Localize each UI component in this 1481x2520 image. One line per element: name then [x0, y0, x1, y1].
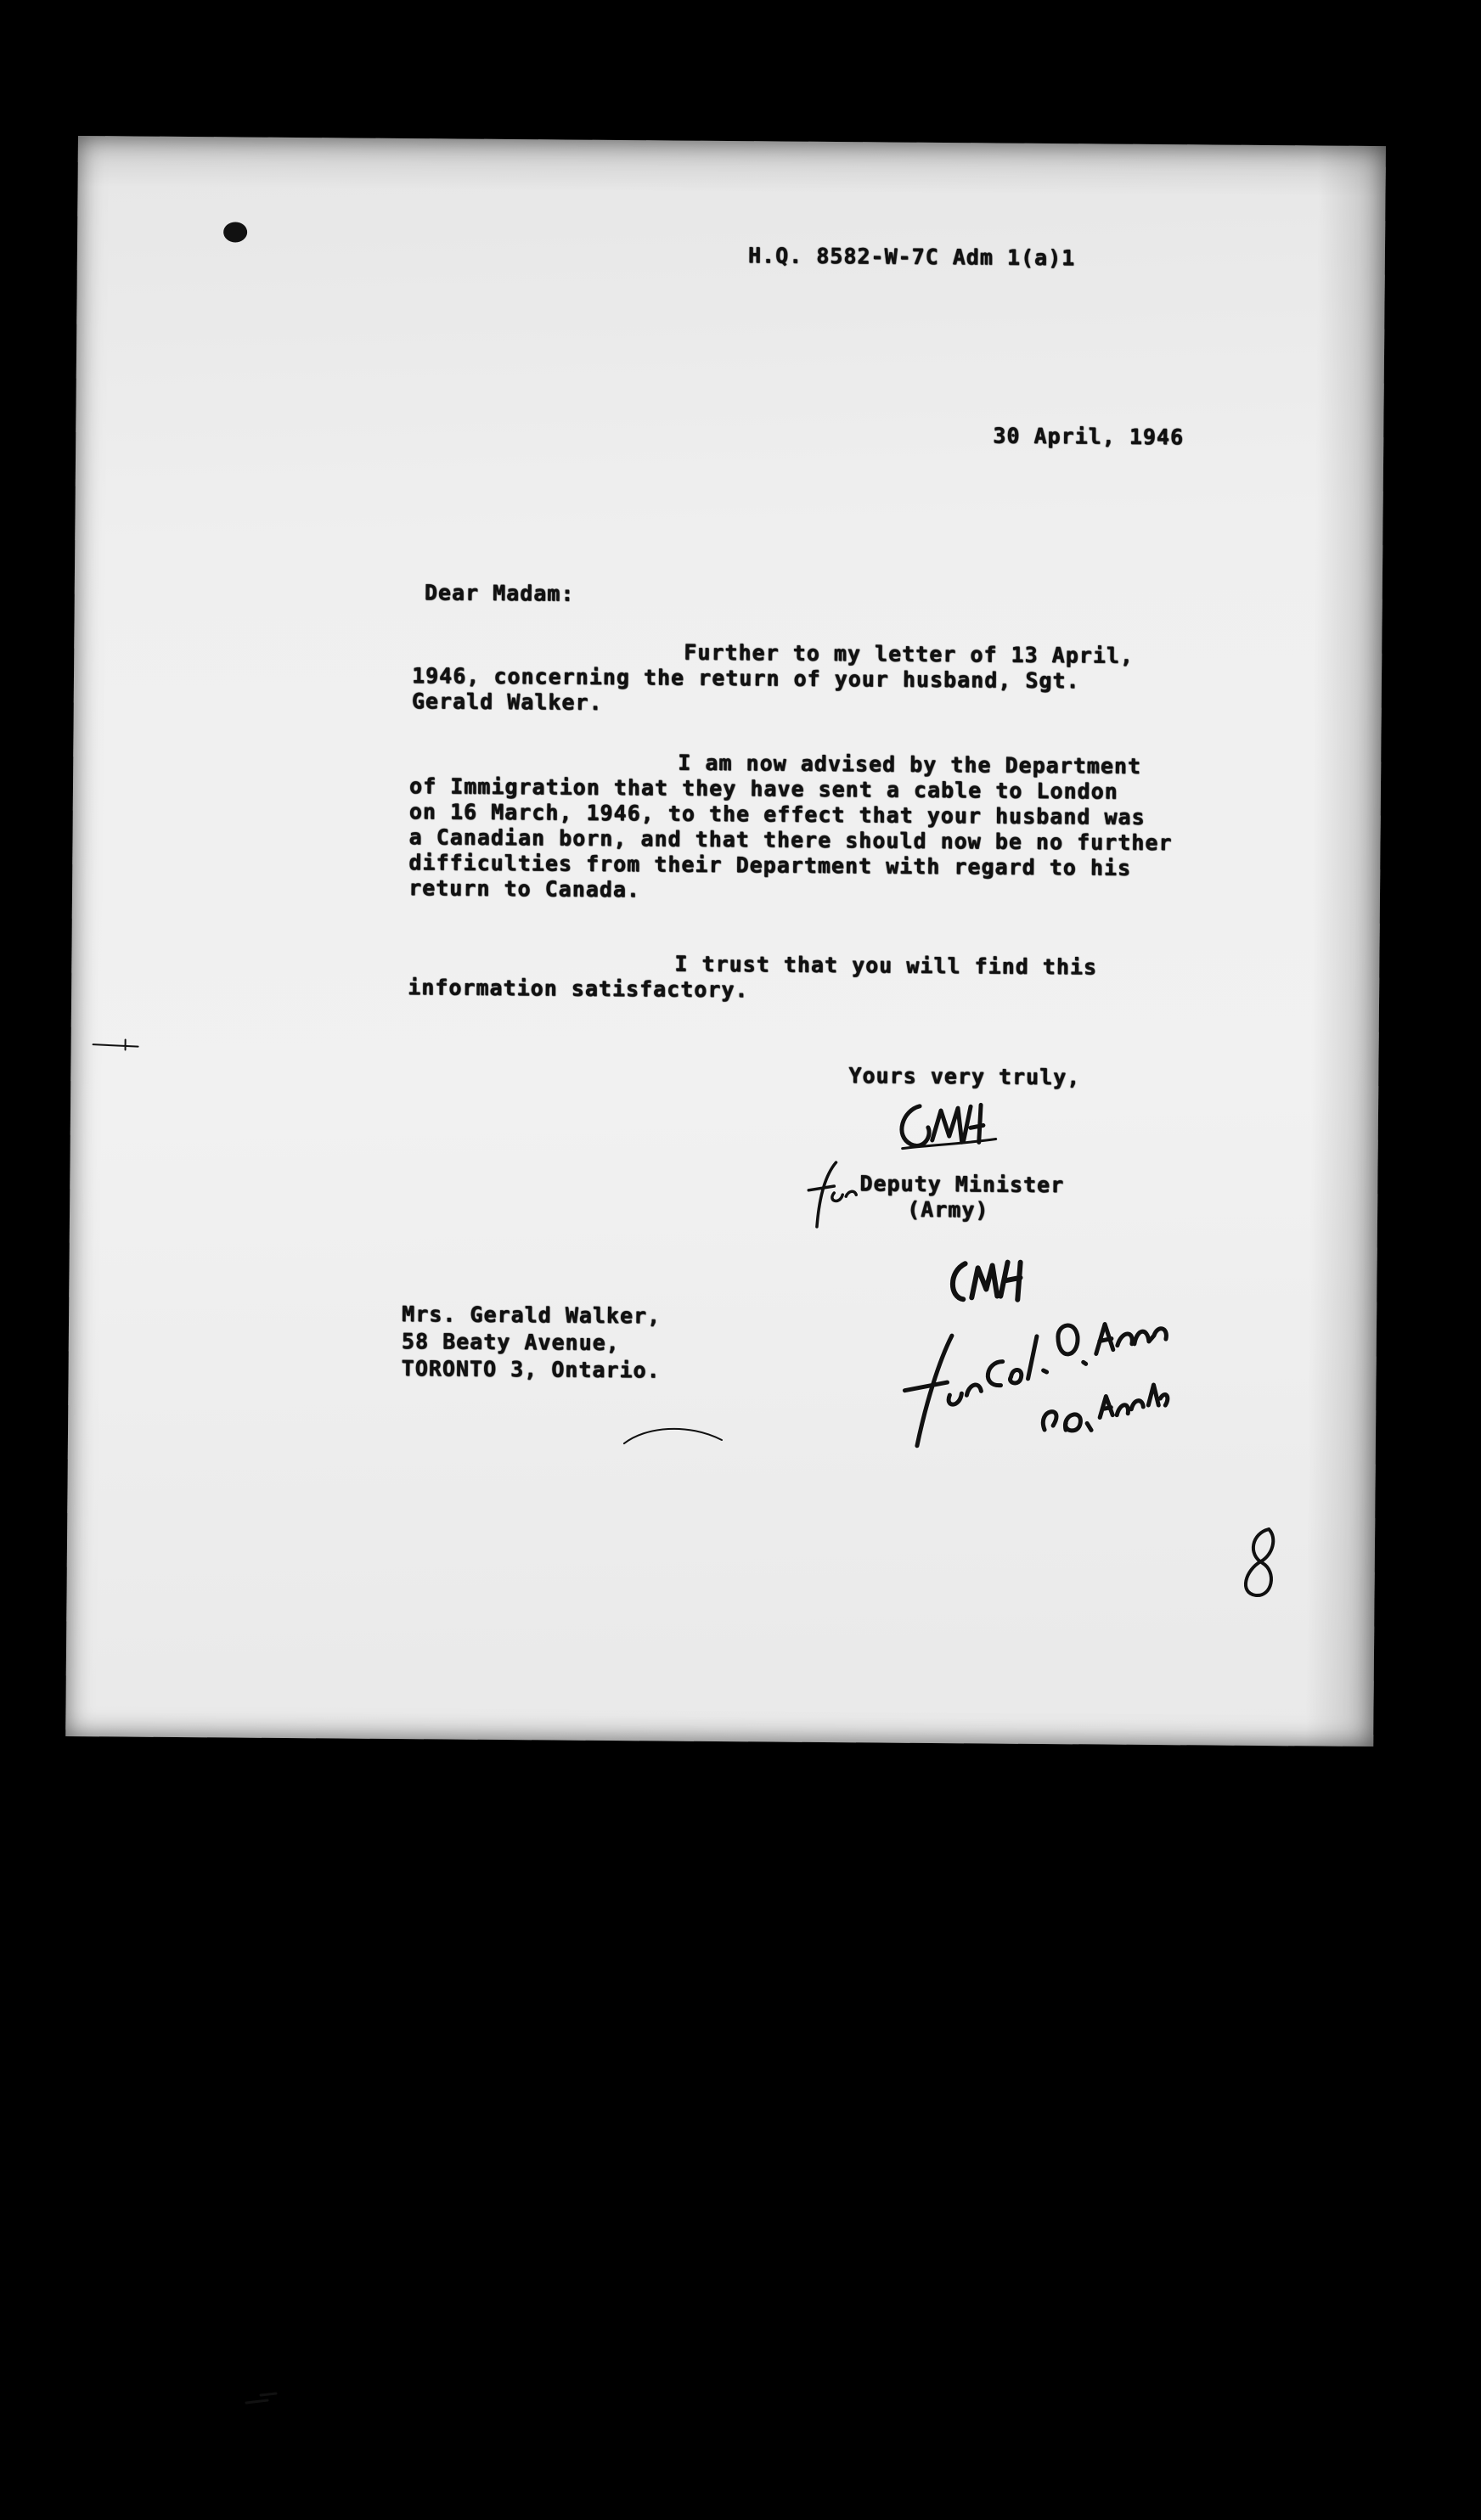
recipient-city: TORONTO 3, Ontario.: [401, 1356, 661, 1383]
paragraph-2-line-4: a Canadian born, and that there should now be no further: [408, 824, 1173, 856]
handwritten-for-mark: [802, 1152, 862, 1229]
paragraph-1-line-3: Gerald Walker.: [411, 689, 603, 715]
signature-title-line-2: (Army): [906, 1196, 989, 1223]
salutation: Dear Madam:: [424, 580, 575, 606]
handwritten-page-number: [1230, 1521, 1290, 1606]
file-reference: H.Q. 8582-W-7C Adm 1(a)1: [747, 243, 1076, 271]
paragraph-2-line-6: return to Canada.: [408, 875, 641, 903]
paragraph-3-line-2: information satisfactory.: [408, 975, 749, 1003]
letter-page: [65, 136, 1386, 1747]
recipient-name: Mrs. Gerald Walker,: [402, 1302, 662, 1329]
paragraph-2-line-3: on 16 March, 1946, to the effect that your husband was: [408, 799, 1146, 830]
ink-blot: [223, 222, 247, 242]
dust-speck: [242, 2390, 284, 2416]
handwritten-signature: [886, 1089, 1005, 1167]
paragraph-3-first-line: I trust that you will find this: [674, 951, 1098, 980]
paragraph-2-line-5: difficulties from their Department with regard to his: [408, 850, 1132, 880]
paragraph-2-first-line: I am now advised by the Department: [678, 750, 1142, 779]
letter-date: 30 April, 1946: [993, 423, 1185, 450]
closing: Yours very truly,: [848, 1063, 1081, 1090]
recipient-street: 58 Beaty Avenue,: [401, 1329, 620, 1356]
signature-title-line-1: Deputy Minister: [859, 1171, 1065, 1198]
fold-mark: [620, 1418, 756, 1461]
paragraph-1-first-line: Further to my letter of 13 April,: [684, 639, 1135, 668]
margin-tick: [92, 1036, 143, 1053]
handwritten-annotation: [900, 1234, 1174, 1457]
paragraph-1-line-2: 1946, concerning the return of your husband, Sgt.: [411, 663, 1080, 694]
paragraph-2-line-2: of Immigration that they have sent a cable to London: [408, 773, 1118, 804]
